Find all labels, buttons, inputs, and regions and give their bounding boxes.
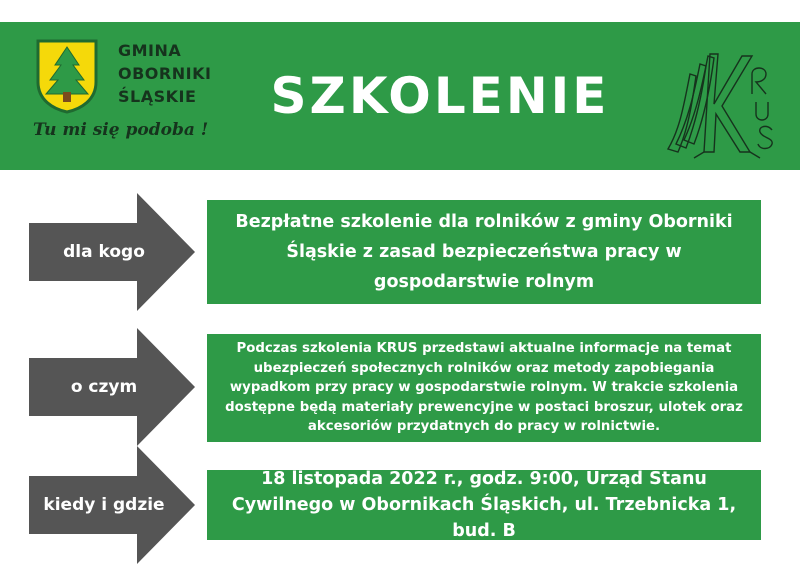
gmina-name-line2: OBORNIKI	[118, 64, 212, 83]
info-box-dla-kogo	[207, 200, 761, 304]
krus-logo	[660, 34, 790, 162]
arrow-o-czym	[29, 328, 199, 446]
gmina-name	[118, 39, 248, 108]
arrow-label-kiedy-i-gdzie: kiedy i gdzie	[43, 495, 165, 515]
info-text-kiedy-i-gdzie: 18 listopada 2022 r., godz. 9:00, Urząd Stanu Cywilnego w Obornikach Śląskich, ul. Trzebnicka 1, bud. B	[231, 469, 737, 541]
gmina-crest-logo	[35, 38, 99, 114]
info-text-o-czym: Podczas szkolenia KRUS przedstawi aktualne informacje na temat ubezpieczeń społecznych rolników oraz metody zapobiegania wypadkom przy pracy w gospodarstwie rolnym. W trakcie szkolenia dostępne będą materiały prewencyjne w postaci broszur, ulotek oraz akcesoriów przydatnych do pracy w rolnictwie.	[225, 341, 743, 435]
arrow-kiedy-i-gdzie	[29, 446, 199, 564]
arrow-label-dla-kogo: dla kogo	[63, 242, 145, 262]
header-banner	[0, 22, 800, 170]
info-text-dla-kogo: Bezpłatne szkolenie dla rolników z gminy Oborniki Śląskie z zasad bezpieczeństwa pracy w gospodarstwie rolnym	[235, 212, 733, 292]
page-title: SZKOLENIE	[270, 67, 610, 125]
gmina-name-line3: ŚLĄSKIE	[118, 87, 197, 106]
gmina-name-line1: GMINA	[118, 41, 182, 60]
arrow-dla-kogo	[29, 193, 199, 311]
arrow-label-o-czym: o czym	[70, 377, 138, 397]
slogan: Tu mi się podoba !	[33, 120, 209, 140]
info-box-kiedy-i-gdzie	[207, 470, 761, 540]
info-box-o-czym	[207, 334, 761, 442]
